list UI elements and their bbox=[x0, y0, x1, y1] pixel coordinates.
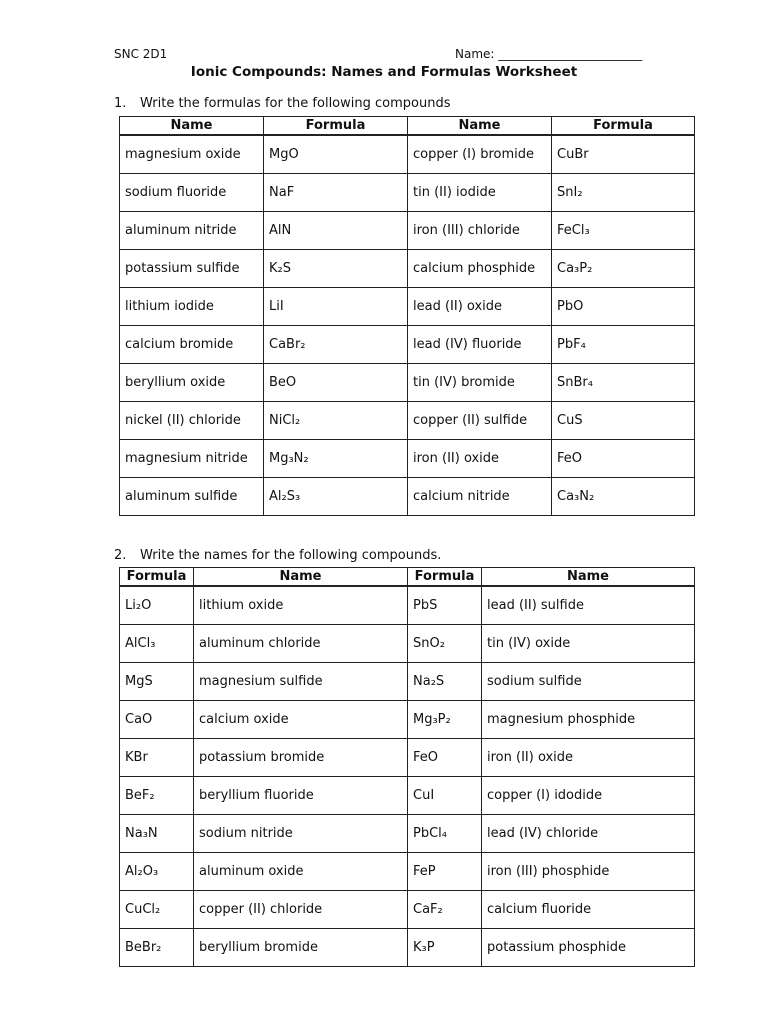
table-cell: Mg₃P₂ bbox=[408, 701, 482, 739]
table-cell: K₃P bbox=[408, 929, 482, 967]
course-code: SNC 2D1 bbox=[114, 47, 168, 61]
table-cell: tin (IV) bromide bbox=[408, 364, 552, 402]
table-cell: beryllium bromide bbox=[194, 929, 408, 967]
table-cell: CaF₂ bbox=[408, 891, 482, 929]
table-row bbox=[120, 212, 695, 250]
table-cell: FeO bbox=[552, 440, 695, 478]
table-row bbox=[120, 440, 695, 478]
table-cell: lead (II) oxide bbox=[408, 288, 552, 326]
table-row bbox=[120, 625, 695, 663]
table-cell: tin (IV) oxide bbox=[482, 625, 695, 663]
table-cell: potassium bromide bbox=[194, 739, 408, 777]
table-row bbox=[120, 929, 695, 967]
table-cell: copper (I) bromide bbox=[408, 135, 552, 174]
table-cell: SnI₂ bbox=[552, 174, 695, 212]
table-cell: CuBr bbox=[552, 135, 695, 174]
column-header: Formula bbox=[264, 117, 408, 136]
table-cell: calcium nitride bbox=[408, 478, 552, 516]
table-cell: MgO bbox=[264, 135, 408, 174]
table-row bbox=[120, 478, 695, 516]
table-cell: magnesium nitride bbox=[120, 440, 264, 478]
table-cell: BeF₂ bbox=[120, 777, 194, 815]
table-cell: SnO₂ bbox=[408, 625, 482, 663]
table-cell: CaBr₂ bbox=[264, 326, 408, 364]
table-cell: LiI bbox=[264, 288, 408, 326]
column-header: Formula bbox=[120, 568, 194, 587]
table-row bbox=[120, 364, 695, 402]
table-row bbox=[120, 586, 695, 625]
table-cell: K₂S bbox=[264, 250, 408, 288]
table-row bbox=[120, 250, 695, 288]
table-cell: lithium oxide bbox=[194, 586, 408, 625]
table-cell: NiCl₂ bbox=[264, 402, 408, 440]
table-cell: sodium nitride bbox=[194, 815, 408, 853]
table-cell: FeP bbox=[408, 853, 482, 891]
table-cell: Mg₃N₂ bbox=[264, 440, 408, 478]
column-header: Name bbox=[408, 117, 552, 136]
table-row bbox=[120, 174, 695, 212]
table-cell: FeO bbox=[408, 739, 482, 777]
question-2-number: 2. bbox=[114, 548, 127, 563]
table-cell: copper (II) chloride bbox=[194, 891, 408, 929]
table-cell: Na₃N bbox=[120, 815, 194, 853]
table-cell: magnesium oxide bbox=[120, 135, 264, 174]
table-cell: MgS bbox=[120, 663, 194, 701]
table-cell: lithium iodide bbox=[120, 288, 264, 326]
table-cell: CuI bbox=[408, 777, 482, 815]
formulas-table bbox=[119, 116, 695, 516]
column-header: Name bbox=[120, 117, 264, 136]
table-cell: aluminum chloride bbox=[194, 625, 408, 663]
table-row bbox=[120, 326, 695, 364]
page-title: Ionic Compounds: Names and Formulas Worksheet bbox=[190, 64, 578, 80]
table-cell: aluminum oxide bbox=[194, 853, 408, 891]
table-row bbox=[120, 288, 695, 326]
names-table bbox=[119, 567, 695, 967]
table-cell: NaF bbox=[264, 174, 408, 212]
table-cell: PbCl₄ bbox=[408, 815, 482, 853]
question-1-number: 1. bbox=[114, 96, 127, 111]
table-cell: lead (II) sulfide bbox=[482, 586, 695, 625]
table-cell: aluminum nitride bbox=[120, 212, 264, 250]
table-cell: copper (I) idodide bbox=[482, 777, 695, 815]
table-cell: copper (II) sulfide bbox=[408, 402, 552, 440]
column-header: Formula bbox=[408, 568, 482, 587]
table-cell: CuS bbox=[552, 402, 695, 440]
question-2-prompt bbox=[114, 548, 441, 563]
table-cell: BeO bbox=[264, 364, 408, 402]
table-cell: BeBr₂ bbox=[120, 929, 194, 967]
table-cell: aluminum sulfide bbox=[120, 478, 264, 516]
table-cell: iron (III) phosphide bbox=[482, 853, 695, 891]
table-cell: calcium phosphide bbox=[408, 250, 552, 288]
table-cell: iron (III) chloride bbox=[408, 212, 552, 250]
table-cell: beryllium fluoride bbox=[194, 777, 408, 815]
table-row bbox=[120, 853, 695, 891]
table-cell: iron (II) oxide bbox=[408, 440, 552, 478]
table-row bbox=[120, 891, 695, 929]
table-cell: nickel (II) chloride bbox=[120, 402, 264, 440]
table-cell: potassium sulfide bbox=[120, 250, 264, 288]
table-cell: lead (IV) fluoride bbox=[408, 326, 552, 364]
column-header: Formula bbox=[552, 117, 695, 136]
table-cell: PbS bbox=[408, 586, 482, 625]
table-cell: Li₂O bbox=[120, 586, 194, 625]
student-name-field: Name: ________________________ bbox=[455, 47, 643, 61]
table-cell: Al₂O₃ bbox=[120, 853, 194, 891]
table-cell: Ca₃P₂ bbox=[552, 250, 695, 288]
table-row bbox=[120, 402, 695, 440]
table-cell: calcium fluoride bbox=[482, 891, 695, 929]
table-cell: calcium bromide bbox=[120, 326, 264, 364]
table-cell: KBr bbox=[120, 739, 194, 777]
question-2-text: Write the names for the following compounds. bbox=[140, 548, 442, 563]
table-cell: SnBr₄ bbox=[552, 364, 695, 402]
table-cell: AlCl₃ bbox=[120, 625, 194, 663]
table-row bbox=[120, 135, 695, 174]
table-cell: sodium fluoride bbox=[120, 174, 264, 212]
question-1-text: Write the formulas for the following compounds bbox=[140, 96, 451, 111]
table-row bbox=[120, 739, 695, 777]
table-cell: beryllium oxide bbox=[120, 364, 264, 402]
table-cell: magnesium sulfide bbox=[194, 663, 408, 701]
table-row bbox=[120, 777, 695, 815]
table-cell: AlN bbox=[264, 212, 408, 250]
table-row bbox=[120, 815, 695, 853]
table-cell: CaO bbox=[120, 701, 194, 739]
table-cell: sodium sulfide bbox=[482, 663, 695, 701]
question-1-prompt bbox=[114, 96, 450, 111]
table-cell: FeCl₃ bbox=[552, 212, 695, 250]
table-row bbox=[120, 701, 695, 739]
table-cell: tin (II) iodide bbox=[408, 174, 552, 212]
table-cell: PbO bbox=[552, 288, 695, 326]
column-header: Name bbox=[482, 568, 695, 587]
table-cell: lead (IV) chloride bbox=[482, 815, 695, 853]
table-cell: iron (II) oxide bbox=[482, 739, 695, 777]
table-cell: calcium oxide bbox=[194, 701, 408, 739]
table-cell: magnesium phosphide bbox=[482, 701, 695, 739]
table-cell: Na₂S bbox=[408, 663, 482, 701]
table-cell: CuCl₂ bbox=[120, 891, 194, 929]
table-cell: Ca₃N₂ bbox=[552, 478, 695, 516]
column-header: Name bbox=[194, 568, 408, 587]
table-row bbox=[120, 663, 695, 701]
table-cell: potassium phosphide bbox=[482, 929, 695, 967]
table-cell: Al₂S₃ bbox=[264, 478, 408, 516]
table-cell: PbF₄ bbox=[552, 326, 695, 364]
